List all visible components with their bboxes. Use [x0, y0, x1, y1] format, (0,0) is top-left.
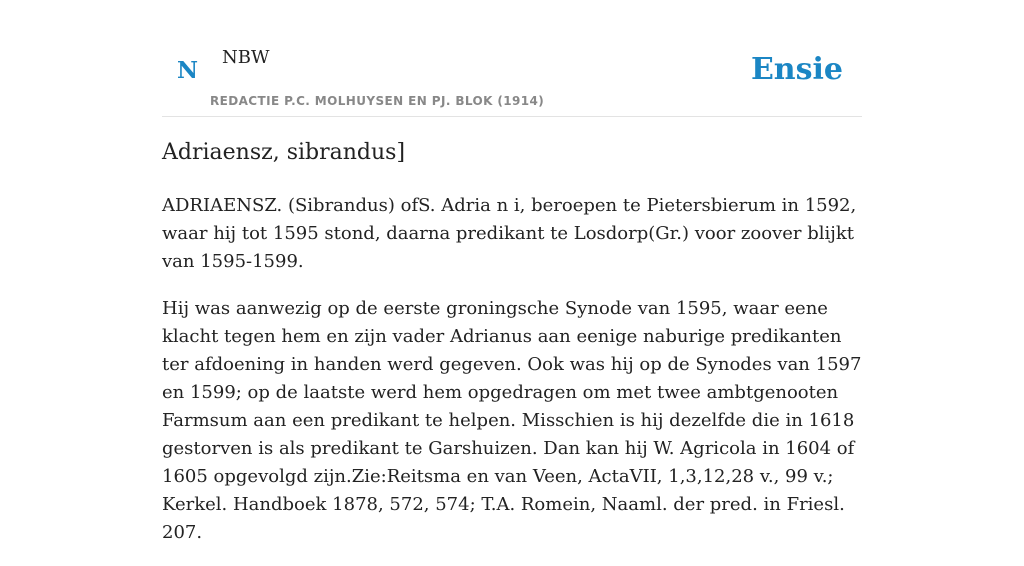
- article-body: [162, 192, 862, 566]
- article-title: Adriaensz, sibrandus]: [162, 140, 406, 165]
- source-name[interactable]: NBW: [222, 47, 270, 68]
- source-editor: REDACTIE P.C. MOLHUYSEN EN PJ. BLOK (1914): [210, 94, 545, 108]
- source-logo[interactable]: N: [177, 57, 199, 84]
- article-paragraph: Hij was aanwezig op de eerste groningsche Synode van 1595, waar eene klacht tegen hem en zijn vader Adrianus aan eenige naburige predikanten ter afdoening in handen werd gegeven. Ook was hij op de Synodes van 1597 en 1599; op de laatste werd hem opgedragen om met twee ambtgenooten Farmsum aan een predikant te helpen. Misschien is hij dezelfde die in 1618 gestorven is als predikant te Garshuizen. Dan kan hij W. Agricola in 1604 of 1605 opgevolgd zijn.Zie:Reitsma en van Veen, ActaVII, 1,3,12,28 v., 99 v.; Kerkel. Handboek 1878, 572, 574; T.A. Romein, Naaml. der pred. in Friesl. 207.: [162, 298, 862, 543]
- article-paragraph: ADRIAENSZ. (Sibrandus) ofS. Adria n i, beroepen te Pietersbierum in 1592, waar hij tot 1595 stond, daarna predikant te Losdorp(Gr.) voor zoover blijkt van 1595-1599.: [162, 195, 857, 272]
- ensie-logo[interactable]: Ensie: [750, 52, 843, 87]
- header: [162, 40, 862, 117]
